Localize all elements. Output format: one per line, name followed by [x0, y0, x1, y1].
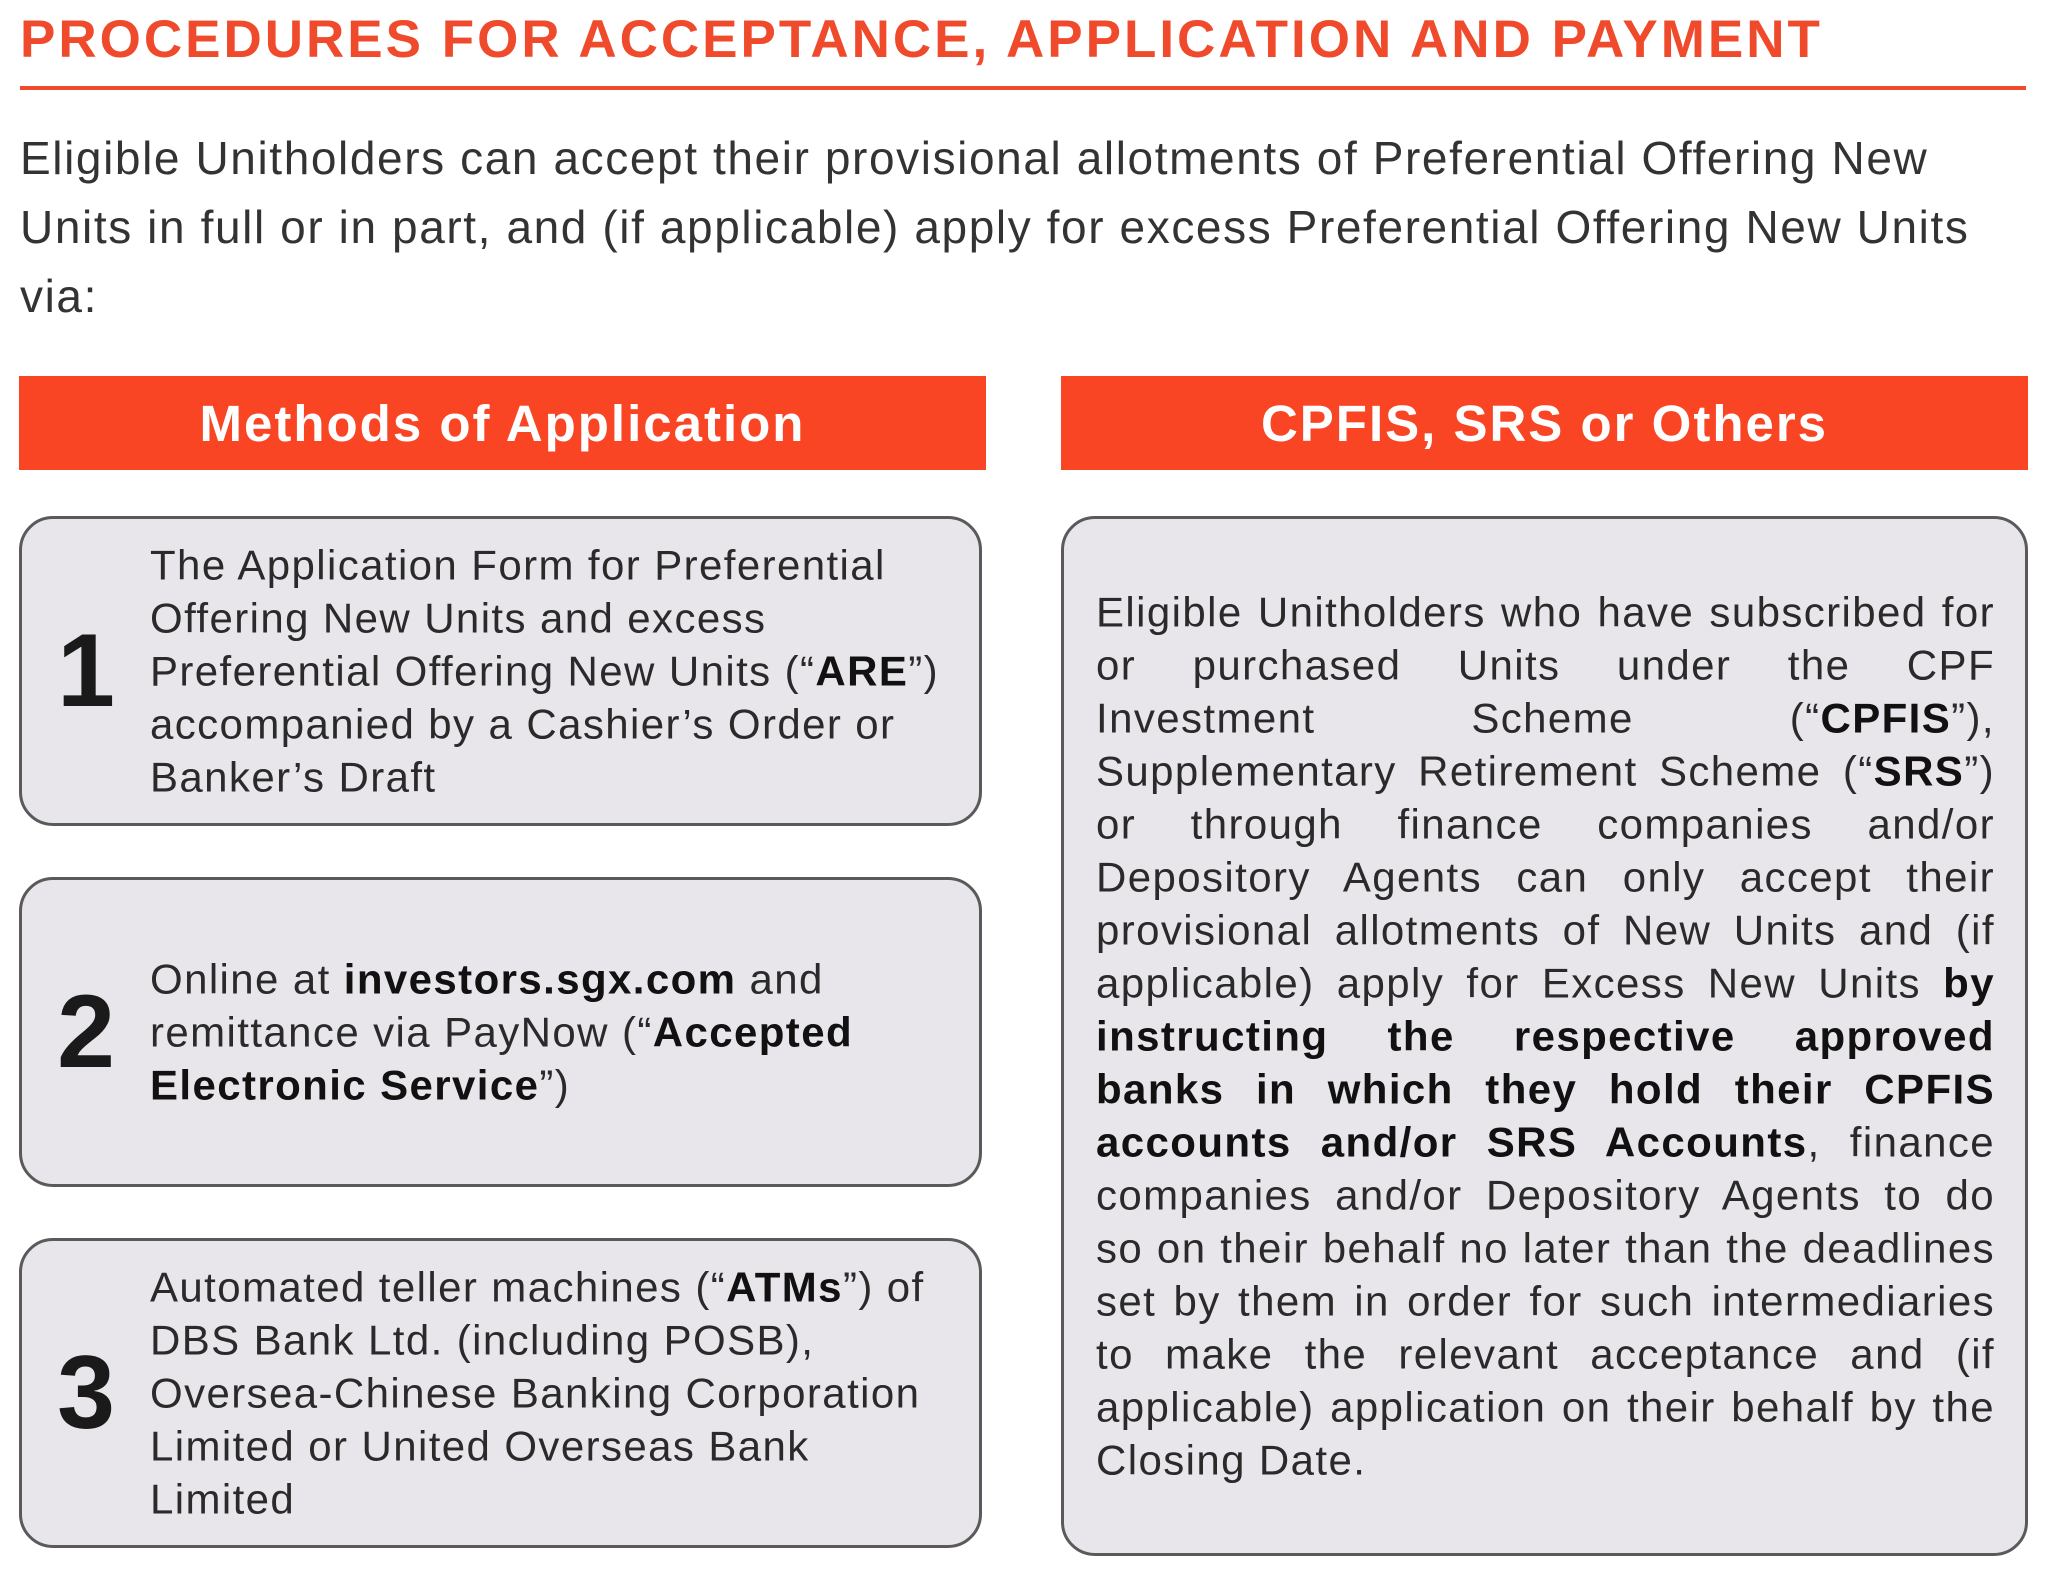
panel-emphasis: by instructing the respective approved banks in which they hold their CPFIS accounts and/or SRS Accounts [1096, 959, 1995, 1166]
method-number: 3 [57, 1335, 115, 1451]
cpfis-srs-description [1096, 586, 1995, 1487]
method-text: ”) of DBS Bank Ltd. (including POSB), Oversea-Chinese Banking Corporation Limited or United Overseas Bank Limited [150, 1263, 925, 1523]
method-text: and remittance via PayNow (“ [150, 955, 824, 1056]
method-emphasis: ATMs [726, 1263, 843, 1311]
method-emphasis: ARE [815, 647, 909, 695]
cpfis-header-label: CPFIS, SRS or Others [1260, 394, 1829, 452]
methods-header-label: Methods of Application [199, 394, 806, 452]
cpfis-srs-panel [1061, 516, 2028, 1556]
panel-text: Eligible Unitholders who have subscribed for or purchased Units under the CPF Investment Scheme (“ [1096, 588, 1995, 742]
page-title: PROCEDURES FOR ACCEPTANCE, APPLICATION AND PAYMENT [20, 10, 1823, 69]
title-divider [20, 86, 2026, 90]
method-text: Online at [150, 955, 344, 1003]
methods-of-application-header [19, 376, 986, 470]
method-card-1 [19, 516, 982, 826]
intro-paragraph: Eligible Unitholders can accept their provisional allotments of Preferential Offering New Units in full or in part, and (if applicable) apply for excess Preferential Offering New Units via: [20, 132, 1970, 322]
cpfis-srs-others-header [1061, 376, 2028, 470]
method-text: The Application Form for Preferential Offering New Units and excess Preferential Offering New Units (“ [150, 541, 886, 695]
method-description [150, 953, 957, 1112]
method-card-2 [19, 877, 982, 1187]
method-number: 1 [57, 613, 115, 729]
method-card-3 [19, 1238, 982, 1548]
method-description [150, 539, 957, 804]
panel-emphasis: SRS [1873, 747, 1965, 795]
method-text: Automated teller machines (“ [150, 1263, 727, 1311]
panel-emphasis: CPFIS [1820, 694, 1952, 742]
method-emphasis: Accepted Electronic Service [150, 1008, 854, 1109]
panel-text: ”) or through finance companies and/or Depository Agents can only accept their provisional allotments of New Units and (if applicable) apply for Excess New Units [1096, 747, 1995, 1007]
method-text: ”) [539, 1061, 571, 1109]
method-url: investors.sgx.com [343, 955, 737, 1003]
panel-text: ”), Supplementary Retirement Scheme (“ [1096, 694, 1995, 795]
method-number: 2 [57, 974, 115, 1090]
method-text: ”) accompanied by a Cashier’s Order or Banker’s Draft [150, 647, 940, 801]
method-description [150, 1261, 957, 1526]
panel-text: , finance companies and/or Depository Agents to do so on their behalf no later than the deadlines set by them in order for such intermediaries to make the relevant acceptance and (if applicable) application on their behalf by the Closing Date. [1096, 1118, 1996, 1484]
